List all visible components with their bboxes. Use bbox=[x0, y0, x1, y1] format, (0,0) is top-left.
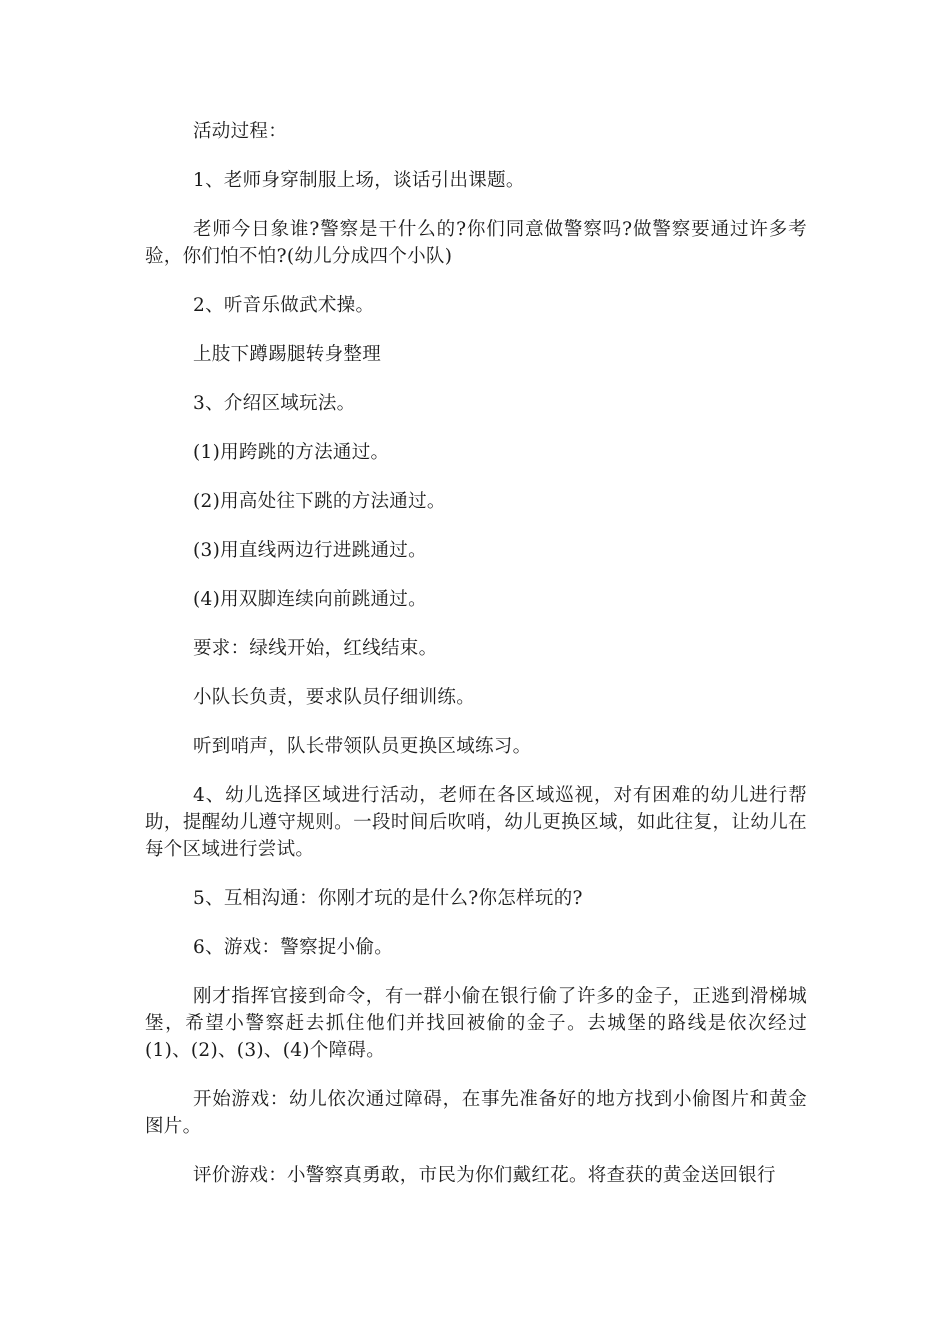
body-paragraph: 小队长负责，要求队员仔细训练。 bbox=[193, 687, 476, 708]
list-item: (2)用高处往下跳的方法通过。 bbox=[193, 491, 446, 512]
section-heading: 活动过程： bbox=[193, 121, 288, 142]
list-item: (4)用双脚连续向前跳通过。 bbox=[193, 589, 427, 610]
body-paragraph: 开始游戏：幼儿依次通过障碍，在事先准备好的地方找到小偷图片和黄金图片。 bbox=[145, 1089, 807, 1137]
body-paragraph: 听到哨声，队长带领队员更换区域练习。 bbox=[193, 736, 532, 757]
step-paragraph: 2、听音乐做武术操。 bbox=[193, 295, 375, 316]
document-body bbox=[145, 118, 807, 1211]
body-paragraph: 刚才指挥官接到命令，有一群小偷在银行偷了许多的金子，正逃到滑梯城堡，希望小警察赶去抓住他们并找回被偷的金子。去城堡的路线是依次经过(1)、(2)、(3)、(4)个障碍。 bbox=[145, 986, 807, 1061]
step-paragraph: 1、老师身穿制服上场，谈话引出课题。 bbox=[193, 170, 525, 191]
list-item: (1)用跨跳的方法通过。 bbox=[193, 442, 390, 463]
body-paragraph: 老师今日象谁?警察是干什么的?你们同意做警察吗?做警察要通过许多考验，你们怕不怕?(幼儿分成四个小队) bbox=[145, 219, 807, 267]
step-paragraph: 4、幼儿选择区域进行活动，老师在各区域巡视，对有困难的幼儿进行帮助，提醒幼儿遵守规则。一段时间后吹哨，幼儿更换区域，如此往复，让幼儿在每个区域进行尝试。 bbox=[145, 785, 807, 860]
list-item: (3)用直线两边行进跳通过。 bbox=[193, 540, 427, 561]
body-paragraph: 评价游戏：小警察真勇敢，市民为你们戴红花。将查获的黄金送回银行 bbox=[193, 1165, 776, 1186]
step-paragraph: 5、互相沟通：你刚才玩的是什么?你怎样玩的? bbox=[193, 888, 583, 909]
step-paragraph: 6、游戏：警察捉小偷。 bbox=[193, 937, 394, 958]
step-paragraph: 3、介绍区域玩法。 bbox=[193, 393, 356, 414]
body-paragraph: 要求：绿线开始，红线结束。 bbox=[193, 638, 438, 659]
body-paragraph: 上肢下蹲踢腿转身整理 bbox=[193, 344, 382, 365]
